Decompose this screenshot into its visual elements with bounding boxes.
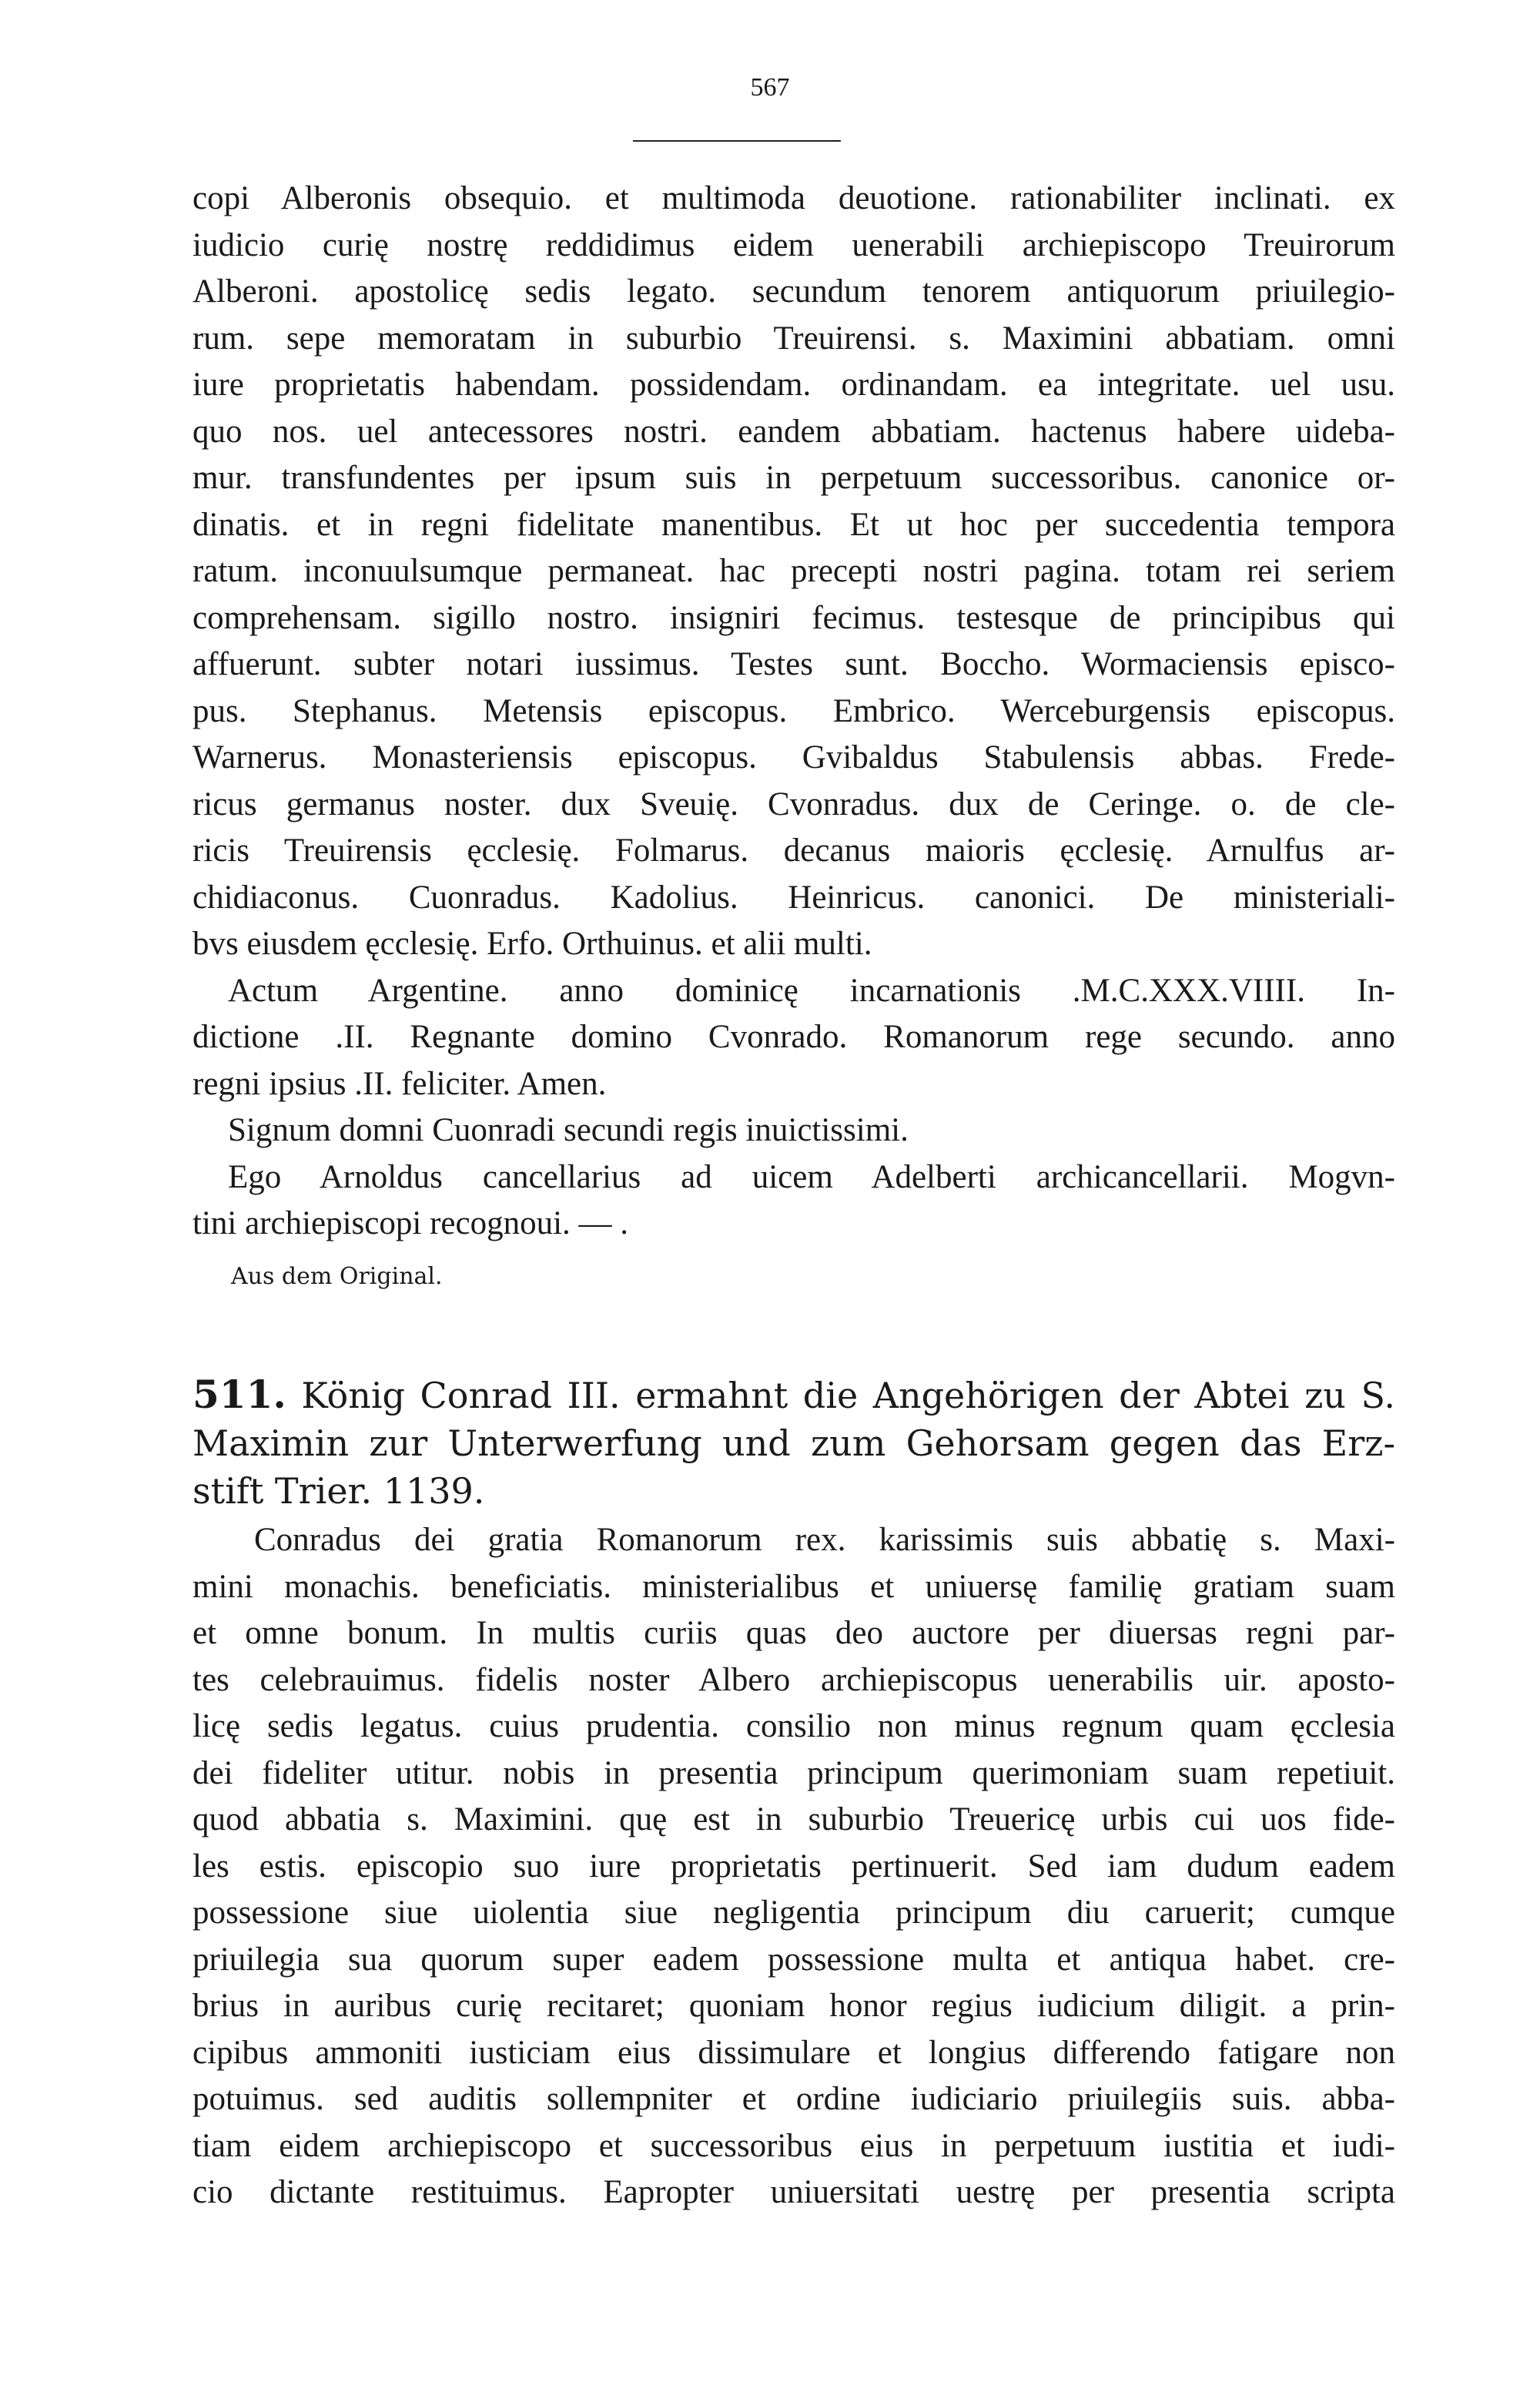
actum-line: dictione .II. Regnante domino Cvonrado. Romanorum rege secundo. anno — [192, 1019, 1395, 1055]
text-line: iudicio curię nostrę reddidimus eidem uenerabili archiepiscopo Treuirorum — [192, 226, 1395, 263]
text-line: cio dictante restituimus. Eapropter uniuersitati uestrę per presentia scripta — [192, 2174, 1395, 2210]
text-line: tes celebrauimus. fidelis noster Albero archiepiscopus uenerabilis uir. aposto- — [192, 1661, 1395, 1698]
text-line: Alberoni. apostolicę sedis legato. secundum tenorem antiquorum priuilegio- — [192, 273, 1395, 310]
text-line: Warnerus. Monasteriensis episcopus. Gvibaldus Stabulensis abbas. Frede- — [192, 739, 1395, 776]
text-line: priuilegia sua quorum super eadem possessione multa et antiqua habet. cre- — [192, 1941, 1395, 1978]
heading-text: König Conrad III. ermahnt die Angehörigen der Abtei zu S. — [301, 1375, 1396, 1416]
source-note: Aus dem Original. — [231, 1263, 443, 1290]
charter-number: 511. — [192, 1372, 286, 1417]
text-line: affuerunt. subter notari iussimus. Testes sunt. Boccho. Wormaciensis episco- — [192, 646, 1395, 682]
text-line: cipibus ammoniti iusticiam eius dissimulare et longius differendo fatigare non — [192, 2034, 1395, 2071]
actum-line: regni ipsius .II. feliciter. Amen. — [192, 1065, 607, 1102]
text-line: copi Alberonis obsequio. et multimoda deuotione. rationabiliter inclinati. ex — [192, 180, 1395, 216]
text-line: ricus germanus noster. dux Sveuię. Cvonradus. dux de Ceringe. o. de cle- — [192, 786, 1395, 822]
text-line: possessione siue uiolentia siue negligentia principum diu caruerit; cumque — [192, 1895, 1395, 1931]
text-line: potuimus. sed auditis sollempniter et ordine iudiciario priuilegiis suis. abba- — [192, 2081, 1395, 2117]
ego-line: Ego Arnoldus cancellarius ad uicem Adelberti archicancellarii. Mogvn- — [228, 1158, 1395, 1195]
actum-line: Actum Argentine. anno dominicę incarnationis .M.C.XXX.VIIII. In- — [228, 972, 1395, 1009]
text-line: dinatis. et in regni fidelitate manentibus. Et ut hoc per succedentia tempora — [192, 506, 1395, 543]
charter-511-text — [192, 1517, 1395, 2216]
heading-line: stift Trier. 1139. — [192, 1470, 485, 1512]
text-line: bvs eiusdem ęcclesię. Erfo. Orthuinus. et alii multi. — [192, 926, 872, 962]
charter-510-text — [192, 176, 1395, 1248]
text-line: quod abbatia s. Maximini. quę est in suburbio Treuericę urbis cui uos fide- — [192, 1801, 1395, 1838]
text-line: ratum. inconuulsumque permaneat. hac precepti nostri pagina. totam rei seriem — [192, 553, 1395, 589]
text-line: rum. sepe memoratam in suburbio Treuirensi. s. Maximini abbatiam. omni — [192, 320, 1395, 357]
text-line: pus. Stephanus. Metensis episcopus. Embrico. Werceburgensis episcopus. — [192, 692, 1395, 729]
text-line: dei fideliter utitur. nobis in presentia principum querimoniam suam repetiuit. — [192, 1754, 1395, 1791]
text-line: chidiaconus. Cuonradus. Kadolius. Heinricus. canonici. De ministeriali- — [192, 879, 1395, 916]
ego-line: tini archiepiscopi recognoui. — . — [192, 1205, 629, 1241]
text-line: mur. transfundentes per ipsum suis in perpetuum successoribus. canonice or- — [192, 460, 1395, 496]
text-line: ricis Treuirensis ęcclesię. Folmarus. decanus maioris ęcclesię. Arnulfus ar- — [192, 833, 1395, 869]
signum-line: Signum domni Cuonradi secundi regis inuictissimi. — [228, 1112, 909, 1148]
text-line: Conradus dei gratia Romanorum rex. karissimis suis abbatię s. Maxi- — [254, 1522, 1395, 1558]
text-line: tiam eidem archiepiscopo et successoribus eius in perpetuum iustitia et iudi- — [192, 2127, 1395, 2164]
page-number: 567 — [750, 73, 790, 102]
page-number-rule — [633, 140, 841, 142]
text-line: quo nos. uel antecessores nostri. eandem abbatiam. hactenus habere uideba- — [192, 413, 1395, 450]
text-line: et omne bonum. In multis curiis quas deo auctore per diuersas regni par- — [192, 1615, 1395, 1651]
heading-line — [192, 1371, 1395, 1419]
heading-line: Maximin zur Unterwerfung und zum Gehorsam gegen das Erz- — [192, 1422, 1395, 1464]
charter-511-heading — [192, 1371, 1395, 1515]
text-line: brius in auribus curię recitaret; quoniam honor regius iudicium diligit. a prin- — [192, 1988, 1395, 2024]
text-line: comprehensam. sigillo nostro. insigniri fecimus. testesque de principibus qui — [192, 599, 1395, 636]
text-line: mini monachis. beneficiatis. ministerialibus et uniuersę familię gratiam suam — [192, 1568, 1395, 1605]
text-line: les estis. episcopio suo iure proprietatis pertinuerit. Sed iam dudum eadem — [192, 1848, 1395, 1884]
text-line: iure proprietatis habendam. possidendam. ordinandam. ea integritate. uel usu. — [192, 367, 1395, 403]
text-line: licę sedis legatus. cuius prudentia. consilio non minus regnum quam ęcclesia — [192, 1708, 1395, 1744]
